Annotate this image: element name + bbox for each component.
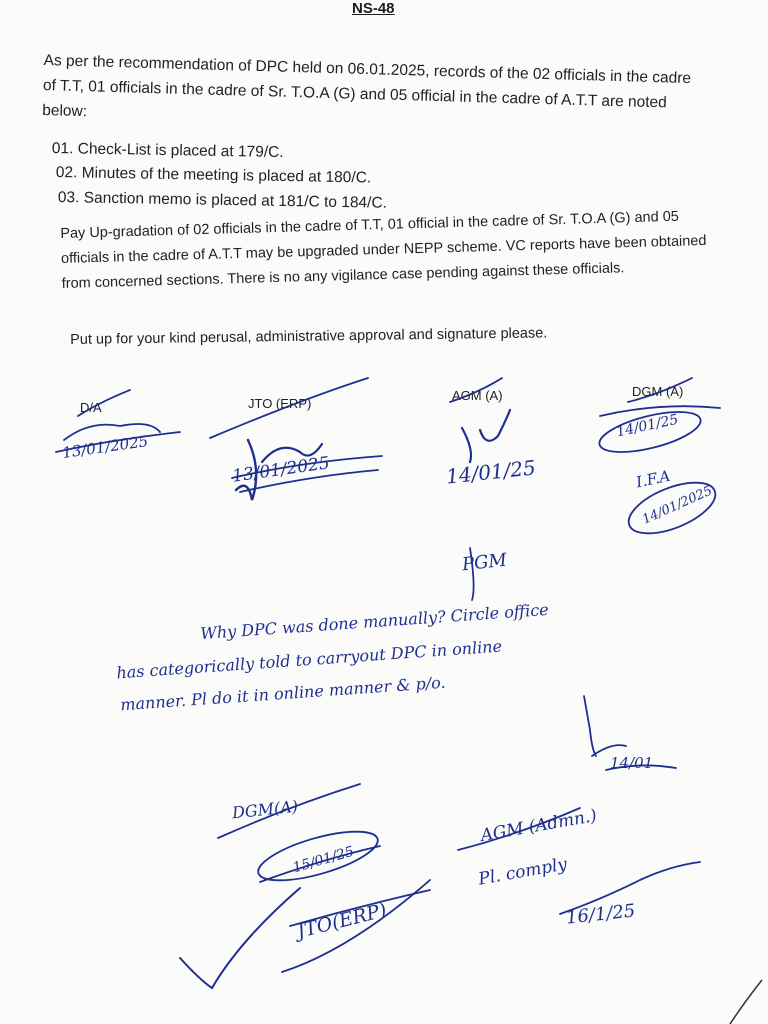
agm-label: AGM (A) <box>452 388 503 403</box>
dgm-note: DGM(A) <box>231 796 299 823</box>
jto-date: 13/01/2025 <box>231 453 331 487</box>
list-item: 01. Check-List is placed at 179/C. <box>51 140 284 162</box>
remark-line-2: has categorically told to carryout DPC in online <box>115 636 503 683</box>
agm-note: AGM (Admn.) <box>479 805 599 847</box>
list-item: 03. Sanction memo is placed at 181/C to 184/C. <box>57 189 388 212</box>
remark-line-1: Why DPC was done manually? Circle office <box>199 599 550 644</box>
da-date: 13/01/2025 <box>61 432 150 462</box>
agm-note-date: 16/1/25 <box>565 900 637 929</box>
ifa-label: I.F.A <box>634 466 672 492</box>
jto-label: JTO (ERP) <box>248 396 312 411</box>
remark-line-3: manner. Pl do it in online manner & p/o. <box>119 672 447 715</box>
document-title: NS-48 <box>352 0 395 17</box>
dgm-note-date: 15/01/25 <box>291 843 356 877</box>
closing-line: Put up for your kind perusal, administrative approval and signature please. <box>70 325 548 348</box>
list-item: 02. Minutes of the meeting is placed at 180/C. <box>55 164 372 187</box>
intro-paragraph: As per the recommendation of DPC held on 06.01.2025, records of the 02 officials in the cadre of T.T, 01 officials in the cadre of Sr. T.O.A (G) and 05 official in the cadre of A.T.T are noted below: <box>42 51 692 121</box>
agm-note-text: Pl. comply <box>476 854 569 890</box>
body-paragraph: Pay Up-gradation of 02 officials in the cadre of T.T, 01 official in the cadre of Sr. T.O.A (G) and 05 officials in the cadre of A.T.T may be upgraded under NEPP scheme. VC reports have been obtained from concerned sections. There is no any vigilance case pending against these officials. <box>60 208 707 292</box>
da-label: D/A <box>80 400 102 415</box>
jto-note: JTO(ERP) <box>294 899 389 943</box>
ifa-date: 14/01/2025 <box>640 483 715 528</box>
dgm-label: DGM (A) <box>632 384 684 399</box>
pgm-note: PGM <box>461 549 508 576</box>
dgm-date: 14/01/25 <box>615 411 680 441</box>
remark-date: 14/01 <box>610 754 654 772</box>
agm-date: 14/01/25 <box>444 455 537 489</box>
